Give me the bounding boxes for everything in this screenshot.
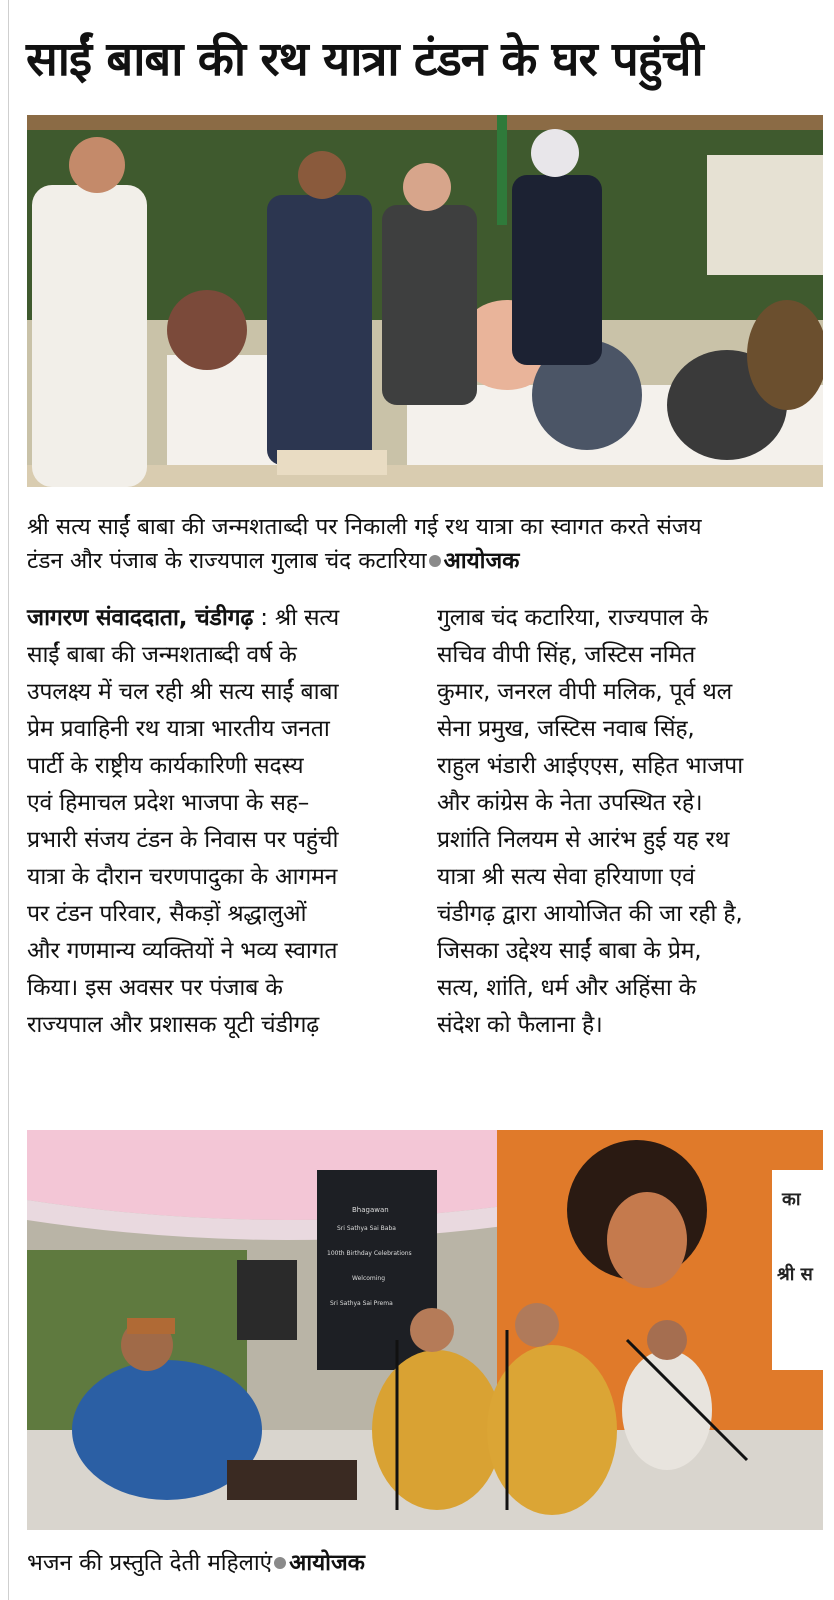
credit-dot-icon bbox=[274, 1557, 286, 1569]
article-column-right bbox=[437, 600, 817, 1044]
credit-dot-icon bbox=[429, 555, 441, 567]
banner-line-2: Sri Sathya Sai Baba bbox=[337, 1225, 396, 1232]
page-edge-rule bbox=[8, 0, 9, 1600]
article-line: राहुल भंडारी आईएएस, सहित भाजपा bbox=[437, 753, 743, 779]
article-line: पार्टी के राष्ट्रीय कार्यकारिणी सदस्य bbox=[27, 753, 304, 779]
article-line: संदेश को फैलाना है। bbox=[437, 1012, 603, 1038]
banner-line-1: Bhagawan bbox=[352, 1206, 389, 1214]
byline: जागरण संवाददाता, चंडीगढ़ bbox=[27, 605, 254, 631]
caption1-line-1: श्री सत्य साईं बाबा की जन्मशताब्दी पर निकाली गई रथ यात्रा का स्वागत करते संजय bbox=[27, 514, 702, 540]
article-line: साईं बाबा की जन्मशताब्दी वर्ष के bbox=[27, 642, 297, 668]
poster-text-1: का bbox=[782, 1189, 801, 1210]
article-line: और कांग्रेस के नेता उपस्थित रहे। bbox=[437, 790, 703, 816]
banner-line-4: Welcoming bbox=[352, 1275, 386, 1282]
article-line: उपलक्ष्य में चल रही श्री सत्य साईं बाबा bbox=[27, 679, 339, 705]
article-line: एवं हिमाचल प्रदेश भाजपा के सह– bbox=[27, 790, 310, 816]
article-column-left bbox=[27, 600, 407, 1044]
article-line: किया। इस अवसर पर पंजाब के bbox=[27, 975, 283, 1001]
caption2-text: भजन की प्रस्तुति देती महिलाएं bbox=[27, 1550, 273, 1576]
headline: साईं बाबा की रथ यात्रा टंडन के घर पहुंची bbox=[26, 32, 703, 87]
article-line: गुलाब चंद कटारिया, राज्यपाल के bbox=[437, 605, 709, 631]
bhajan-photo bbox=[27, 1130, 823, 1530]
article-line: यात्रा श्री सत्य सेवा हरियाणा एवं bbox=[437, 864, 695, 890]
banner-line-3: 100th Birthday Celebrations bbox=[327, 1250, 412, 1257]
article-line: जिसका उद्देश्य साईं बाबा के प्रेम, bbox=[437, 938, 702, 964]
caption2-credit: आयोजक bbox=[289, 1550, 365, 1576]
poster-text-2: श्री स bbox=[777, 1264, 813, 1285]
article-line: सचिव वीपी सिंह, जस्टिस नमित bbox=[437, 642, 696, 668]
article-line: प्रेम प्रवाहिनी रथ यात्रा भारतीय जनता bbox=[27, 716, 330, 742]
ceremony-photo-illustration bbox=[27, 115, 823, 487]
article-line: कुमार, जनरल वीपी मलिक, पूर्व थल bbox=[437, 679, 733, 705]
article-line: पर टंडन परिवार, सैकड़ों श्रद्धालुओं bbox=[27, 901, 307, 927]
article-line: प्रशांति निलयम से आरंभ हुई यह रथ bbox=[437, 827, 730, 853]
caption1-line-2-text: टंडन और पंजाब के राज्यपाल गुलाब चंद कटारिया bbox=[27, 548, 427, 574]
article-line: सत्य, शांति, धर्म और अहिंसा के bbox=[437, 975, 697, 1001]
article-line: और गणमान्य व्यक्तियों ने भव्य स्वागत bbox=[27, 938, 338, 964]
article-line: यात्रा के दौरान चरणपादुका के आगमन bbox=[27, 864, 338, 890]
article-first-line-rest: : श्री सत्य bbox=[253, 605, 339, 631]
photo2-caption bbox=[27, 1546, 827, 1580]
article-line: प्रभारी संजय टंडन के निवास पर पहुंची bbox=[27, 827, 339, 853]
caption1-credit: आयोजक bbox=[443, 548, 520, 574]
article-line: चंडीगढ़ द्वारा आयोजित की जा रही है, bbox=[437, 901, 743, 927]
article-line: राज्यपाल और प्रशासक यूटी चंडीगढ़ bbox=[27, 1012, 320, 1038]
article-first-line bbox=[27, 600, 407, 637]
caption1-line-2 bbox=[27, 544, 827, 578]
bhajan-photo-illustration bbox=[27, 1130, 823, 1530]
photo1-caption bbox=[27, 510, 827, 578]
banner-line-5: Sri Sathya Sai Prema bbox=[330, 1300, 393, 1307]
ceremony-photo bbox=[27, 115, 823, 487]
article-line: सेना प्रमुख, जस्टिस नवाब सिंह, bbox=[437, 716, 695, 742]
